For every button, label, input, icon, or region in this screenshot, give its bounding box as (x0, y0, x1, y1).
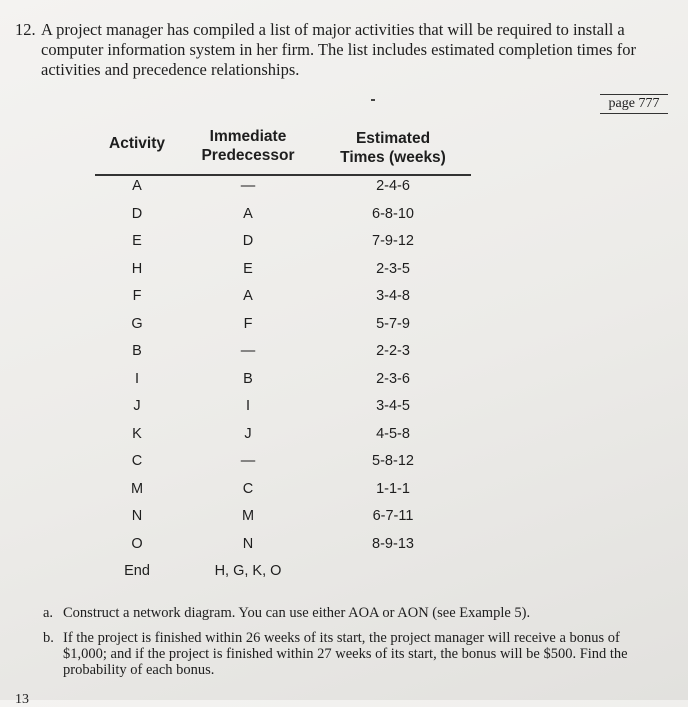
header-predecessor: Immediate Predecessor (201, 128, 295, 164)
question-b: b. If the project is finished within 26 weeks of its start, the project manager will receive a bonus of $1,000; and if the project is finished within 27 weeks of its start, the bonus will be $500. Find the probability of each bonus. (43, 630, 628, 678)
table-row: A — 2-4-6 (132, 178, 410, 194)
page-reference: page 777 (600, 94, 668, 114)
table-row: E D 7-9-12 (132, 233, 414, 249)
problem-line-3: activities and precedence relationships. (41, 60, 300, 79)
header-activity: Activity (109, 135, 165, 152)
problem-line-2: computer information system in her firm. The list includes estimated completion times for (41, 40, 636, 59)
question-a: a. Construct a network diagram. You can use either AOA or AON (see Example 5). (43, 605, 531, 621)
table-row: H E 2-3-5 (131, 260, 410, 277)
table-row-end: End H, G, K, O (124, 563, 282, 579)
header-times: Estimated Times (weeks) (340, 130, 446, 166)
table-row: N M 6-7-11 (131, 508, 414, 524)
table-row: F A 3-4-8 (132, 288, 410, 304)
table-row: G F 5-7-9 (131, 315, 410, 332)
table-row: C — 5-8-12 (131, 453, 414, 469)
table-row: O N 8-9-13 (131, 535, 414, 552)
table-row: B — 2-2-3 (132, 343, 410, 359)
table-row: K J 4-5-8 (132, 425, 410, 442)
problem-statement (15, 20, 665, 80)
table-row: D A 6-8-10 (131, 205, 414, 222)
table-row: M C 1-1-1 (130, 480, 410, 497)
next-problem-number: 13 (15, 692, 29, 707)
questions (43, 605, 663, 687)
problem-line-1: 12. A project manager has compiled a list of major activities that will be required to install a (15, 20, 625, 39)
table-row: I B 2-3-6 (134, 370, 410, 387)
stray-mark (371, 99, 375, 101)
table-row: J I 3-4-5 (133, 398, 410, 414)
problem-number: 12. (15, 20, 36, 39)
